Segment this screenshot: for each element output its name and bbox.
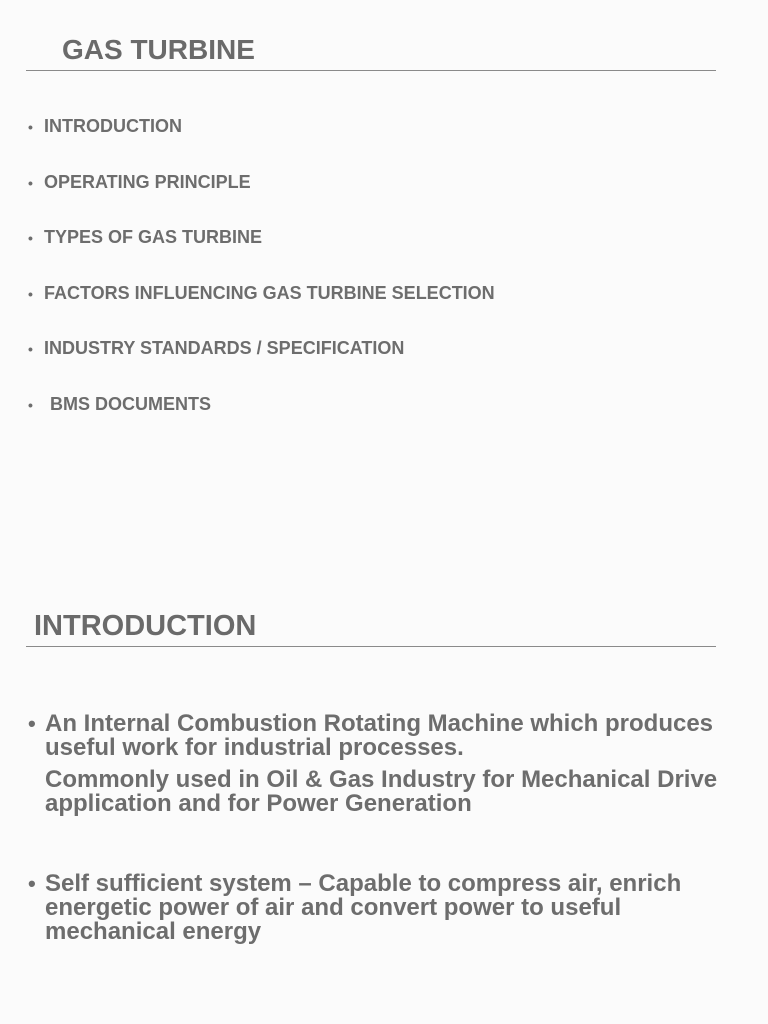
bullet-icon: • (28, 711, 36, 736)
list-item-text: BMS DOCUMENTS (50, 393, 211, 414)
list-item-text: INTRODUCTION (44, 116, 182, 136)
bullet-icon: • (28, 285, 33, 302)
list-item-text: FACTORS INFLUENCING GAS TURBINE SELECTION (44, 282, 495, 303)
list-item (28, 172, 495, 228)
slide-title: INTRODUCTION (34, 610, 257, 642)
list-item (28, 394, 495, 450)
intro-bullet-list (28, 712, 738, 944)
list-item-text: OPERATING PRINCIPLE (44, 171, 251, 192)
bullet-text: Commonly used in Oil & Gas Industry for Mechanical Drive application and for Power Generation (45, 766, 718, 817)
bullet-icon: • (28, 871, 36, 896)
bullet-text: An Internal Combustion Rotating Machine which produces useful work for industrial processes. (45, 710, 714, 761)
contents-list (28, 116, 495, 449)
title-divider (26, 646, 716, 647)
list-item (28, 116, 495, 172)
bullet-icon: • (28, 396, 33, 413)
bullet-icon: • (28, 174, 33, 191)
list-item (28, 712, 738, 816)
slide-title: GAS TURBINE (62, 34, 255, 65)
list-item (28, 283, 495, 339)
bullet-icon: • (28, 230, 33, 246)
title-divider (26, 70, 716, 71)
bullet-text: Self sufficient system – Capable to compress air, enrich energetic power of air and convert power to useful mechanical energy (45, 870, 682, 945)
list-item (28, 872, 738, 944)
list-item-text: INDUSTRY STANDARDS / SPECIFICATION (44, 338, 405, 358)
slide-introduction (0, 512, 768, 1024)
bullet-icon: • (28, 119, 33, 135)
list-item (28, 227, 495, 283)
list-item (28, 338, 495, 394)
bullet-icon: • (28, 341, 33, 357)
list-item-text: TYPES OF GAS TURBINE (44, 227, 263, 247)
